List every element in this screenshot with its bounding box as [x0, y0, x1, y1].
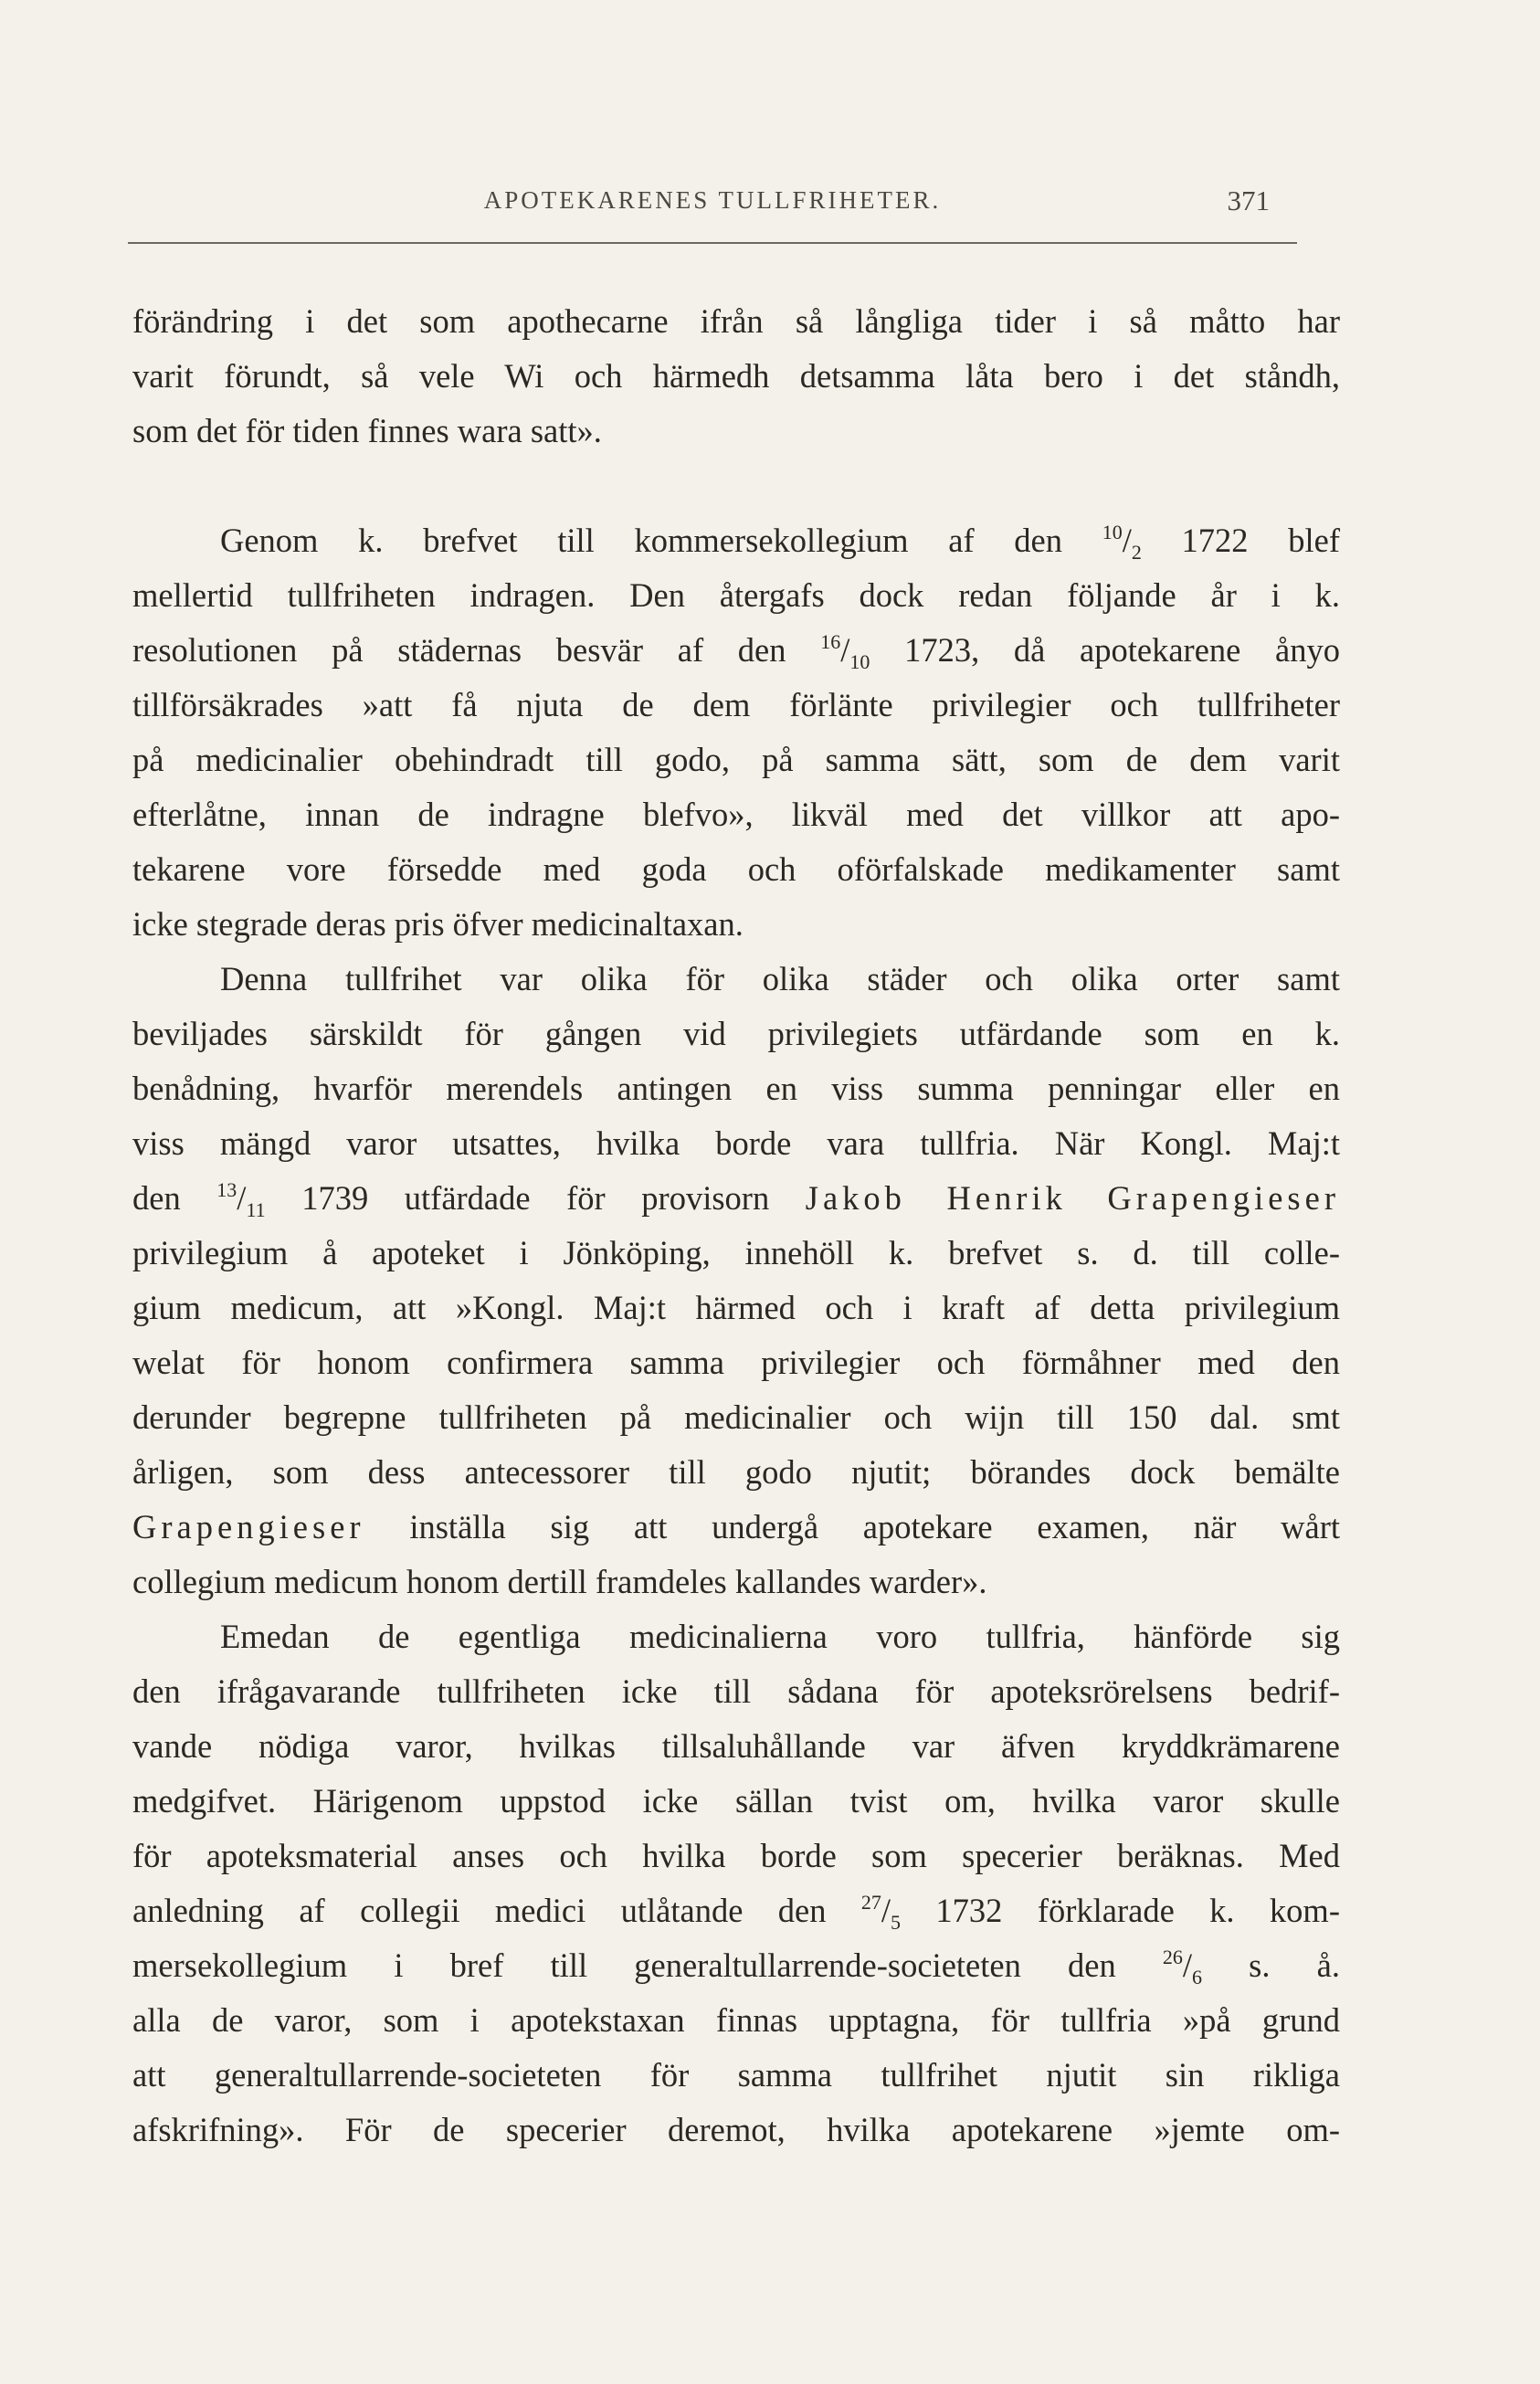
text-line: resolutionen på städernas besvär af den $^{16}/_{10}$ 1723, då apotekarene ånyo	[132, 630, 1340, 673]
text-line: afskrifning». För de specerier deremot, hvilka apotekarene »jemte om-	[132, 2111, 1340, 2148]
paragraph-3	[132, 952, 1340, 1609]
text-line: varit förundt, så vele Wi och härmedh detsamma låta bero i det ståndh,	[132, 357, 1340, 395]
text-line: mersekollegium i bref till generaltullarrende-societeten den $^{26}/_6$ s. å.	[132, 1946, 1340, 1988]
text-run: den	[132, 1179, 217, 1217]
date-day: 27	[860, 1891, 881, 1914]
text-line: den $^{13}/_{11}$ 1739 utfärdade för provisorn Jakob Henrik Grapengieser	[132, 1178, 1340, 1221]
text-line: Emedan de egentliga medicinalierna voro tullfria, hänförde sig	[220, 1618, 1340, 1655]
date-month: 5	[891, 1911, 902, 1934]
page-number: 371	[1227, 185, 1270, 216]
text-line: welat för honom confirmera samma privilegier och förmåhner med den	[132, 1344, 1340, 1381]
text-line: efterlåtne, innan de indragne blefvo», likväl med det villkor att apo-	[132, 796, 1340, 833]
date-day: 10	[1102, 521, 1123, 543]
text-line: derunder begrepne tullfriheten på medicinalier och wijn till 150 dal. smt	[132, 1398, 1340, 1436]
text-run: s. å.	[1202, 1946, 1340, 1984]
text-line: anledning af collegii medici utlåtande den $^{27}/_5$ 1732 förklarade k. kom-	[132, 1891, 1340, 1934]
text-line: på medicinalier obehindradt till godo, på samma sätt, som de dem varit	[132, 741, 1340, 778]
text-line	[132, 1500, 1340, 1555]
text-line: Denna tullfrihet var olika för olika städer och olika orter samt	[220, 960, 1340, 997]
text-line: Genom k. brefvet till kommersekollegium af den $^{10}/_2$ 1722 blef	[220, 521, 1340, 564]
text-line: privilegium å apoteket i Jönköping, innehöll k. brefvet s. d. till colle-	[132, 1234, 1340, 1271]
text-line: icke stegrade deras pris öfver medicinaltaxan.	[132, 905, 744, 943]
text-run: Genom k. brefvet till kommersekollegium af den	[220, 522, 1102, 559]
date-day: 13	[216, 1178, 237, 1201]
date-month: 2	[1131, 541, 1142, 564]
text-line: collegium medicum honom dertill framdeles kallandes warder».	[132, 1563, 987, 1600]
text-line: som det för tiden finnes wara satt».	[132, 412, 602, 449]
text-line: att generaltullarrende-societeten för samma tullfrihet njutit sin rikliga	[132, 2056, 1340, 2094]
page-header	[128, 183, 1297, 228]
text-line: viss mängd varor utsattes, hvilka borde vara tullfria. När Kongl. Maj:t	[132, 1124, 1340, 1162]
paragraph-4	[132, 1609, 1340, 2157]
text-line: vande nödiga varor, hvilkas tillsaluhållande var äfven kryddkrämarene	[132, 1727, 1340, 1765]
text-line: mellertid tullfriheten indragen. Den återgafs dock redan följande år i k.	[132, 576, 1340, 614]
text-line: den ifrågavarande tullfriheten icke till sådana för apoteksrörelsens bedrif-	[132, 1672, 1340, 1710]
text-line: årligen, som dess antecessorer till godo njutit; börandes dock bemälte	[132, 1453, 1340, 1491]
text-line: medgifvet. Härigenom uppstod icke sällan tvist om, hvilka varor skulle	[132, 1782, 1340, 1820]
paragraph-gap	[132, 459, 1340, 513]
text-run: 1739 utfärdade för provisorn	[265, 1179, 806, 1217]
text-line: för apoteksmaterial anses och hvilka borde som specerier beräknas. Med	[132, 1837, 1340, 1874]
text-run: 1732 förklarade k. kom-	[901, 1892, 1340, 1929]
text-line: benådning, hvarför merendels antingen en viss summa penningar eller en	[132, 1070, 1340, 1107]
running-title: APOTEKARENES TULLFRIHETER.	[483, 186, 942, 214]
text-line: gium medicum, att »Kongl. Maj:t härmed och i kraft af detta privilegium	[132, 1289, 1340, 1326]
text-run: 1722 blef	[1141, 522, 1340, 559]
person-name: Grapengieser	[132, 1508, 365, 1545]
header-rule	[128, 242, 1297, 244]
date-day: 16	[820, 630, 841, 653]
text-run: anledning af collegii medici utlåtande den	[132, 1892, 861, 1929]
text-line: beviljades särskildt för gången vid privilegiets utfärdande som en k.	[132, 1015, 1340, 1052]
person-name: Jakob Henrik Grapengieser	[805, 1179, 1340, 1217]
body-text	[132, 294, 1340, 2157]
date-month: 10	[849, 650, 870, 673]
text-line: alla de varor, som i apotekstaxan finnas upptagna, för tullfria »på grund	[132, 2001, 1340, 2039]
text-run: inställa sig att undergå apotekare examen, när wårt	[364, 1508, 1340, 1545]
text-line: tillförsäkrades »att få njuta de dem förlänte privilegier och tullfriheter	[132, 686, 1340, 723]
text-line: förändring i det som apothecarne ifrån så långliga tider i så måtto har	[132, 302, 1340, 340]
text-run: resolutionen på städernas besvär af den	[132, 631, 821, 669]
paragraph-1	[132, 294, 1340, 459]
date-month: 11	[246, 1198, 266, 1221]
date-month: 6	[1192, 1966, 1203, 1988]
text-run: 1723, då apotekarene ånyo	[870, 631, 1340, 669]
date-day: 26	[1162, 1946, 1183, 1968]
text-line: tekarene vore försedde med goda och oförfalskade medikamenter samt	[132, 850, 1340, 888]
text-run: mersekollegium i bref till generaltullarrende-societeten den	[132, 1946, 1163, 1984]
paragraph-2	[132, 513, 1340, 952]
